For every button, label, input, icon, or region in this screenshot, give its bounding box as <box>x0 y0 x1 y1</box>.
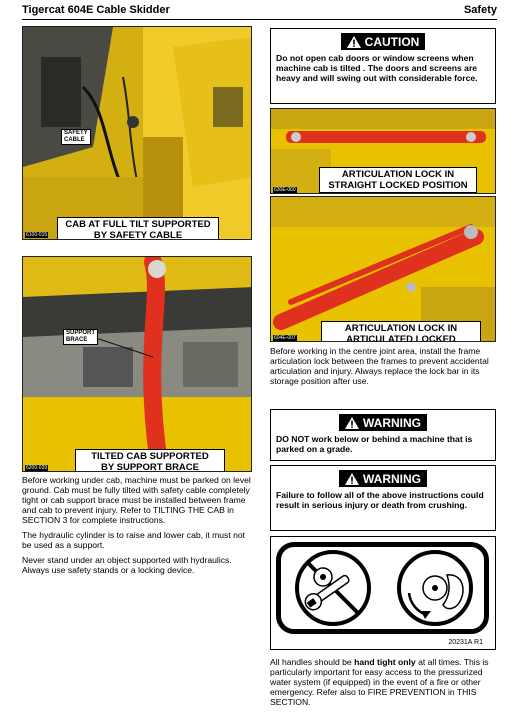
photo3-caption: ARTICULATION LOCK IN STRAIGHT LOCKED POSITION <box>319 167 477 193</box>
photo4-caption: ARTICULATION LOCK IN ARTICULATED LOCKED <box>321 321 481 342</box>
caution-label: CAUTION <box>364 34 420 49</box>
handles-instructions <box>270 657 498 712</box>
warning-triangle-icon <box>347 36 361 48</box>
caution-box <box>270 28 496 104</box>
photo2-code: 6200-039 <box>26 465 48 471</box>
warning2-text: Failure to follow all of the above instructions could result in serious injury or death from crushing. <box>276 490 484 510</box>
page-header <box>22 4 497 20</box>
photo3-code: 630E-060 <box>274 187 296 193</box>
paragraph-under-cab: Before working under cab, machine must be parked on level ground. Cab must be fully tilted with safety cable completely tight or cab support brace must be installed between frame and cab to prevent injury. Refer to TILTING THE CAB in SECTION 3 for complete instructions. <box>22 475 251 525</box>
photo4-code: 604E-007 <box>274 335 296 341</box>
no-wrench-icon <box>283 547 383 629</box>
warning-box-grade <box>270 409 496 461</box>
warning1-label: WARNING <box>363 415 421 430</box>
warning-triangle-icon <box>345 417 359 429</box>
caution-text: Do not open cab doors or window screens when machine cab is tilted . The doors and screens are heavy and will swing out with considerable force. <box>276 53 478 83</box>
warning1-text: DO NOT work below or behind a machine that is parked on a grade. <box>276 434 473 454</box>
symbol-frame <box>276 542 489 634</box>
photo-articulation-straight <box>270 108 496 194</box>
handles-text-bold: hand tight only <box>354 657 416 667</box>
cab-safety-instructions <box>22 475 252 580</box>
hand-tight-symbol-box <box>270 536 496 650</box>
warning-triangle-icon <box>345 473 359 485</box>
hand-tight-icon <box>385 547 485 629</box>
caution-header <box>341 33 426 50</box>
support-brace-illustration <box>23 257 252 472</box>
paragraph-hydraulic-cylinder: The hydraulic cylinder is to raise and lower cab, it must not be used as a support. <box>22 530 246 550</box>
warning1-header <box>339 414 427 431</box>
safety-cable-callout: SAFETY CABLE <box>61 129 91 145</box>
photo-support-brace <box>22 256 252 472</box>
support-brace-callout: SUPPORT BRACE <box>63 329 98 345</box>
handles-text-pre: All handles should be <box>270 657 355 667</box>
document-title: Tigercat 604E Cable Skidder <box>22 4 170 16</box>
photo-cab-safety-cable <box>22 26 252 240</box>
photo1-caption: CAB AT FULL TILT SUPPORTED BY SAFETY CABLE <box>57 217 219 240</box>
symbol-code: 20231A R1 <box>448 639 483 646</box>
photo2-caption: TILTED CAB SUPPORTED BY SUPPORT BRACE <box>75 449 225 472</box>
paragraph-articulation-lock: Before working in the centre joint area, install the frame articulation lock between the frames to prevent accidental articulation and injury. Always replace the lock bar in its storage position after use. <box>270 346 489 386</box>
paragraph-never-stand: Never stand under an object supported with hydraulics. Always use safety stands or a locking device. <box>22 555 232 575</box>
handles-text-post: at all times. This is particularly important for easy access to the pressurized water system (if equipped) in the event of a fire or other emergency. Refer also to FIRE PREVENTION in THIS SECTION. <box>270 657 489 707</box>
photo1-code: 6100-015 <box>26 232 48 238</box>
paragraph-hand-tight <box>270 657 498 707</box>
cab-tilt-illustration <box>23 27 252 240</box>
warning2-header <box>339 470 427 487</box>
warning2-label: WARNING <box>363 471 421 486</box>
warning-box-crushing <box>270 465 496 531</box>
section-name: Safety <box>463 4 497 16</box>
photo-articulation-articulated <box>270 196 496 342</box>
articulation-instructions <box>270 346 498 391</box>
